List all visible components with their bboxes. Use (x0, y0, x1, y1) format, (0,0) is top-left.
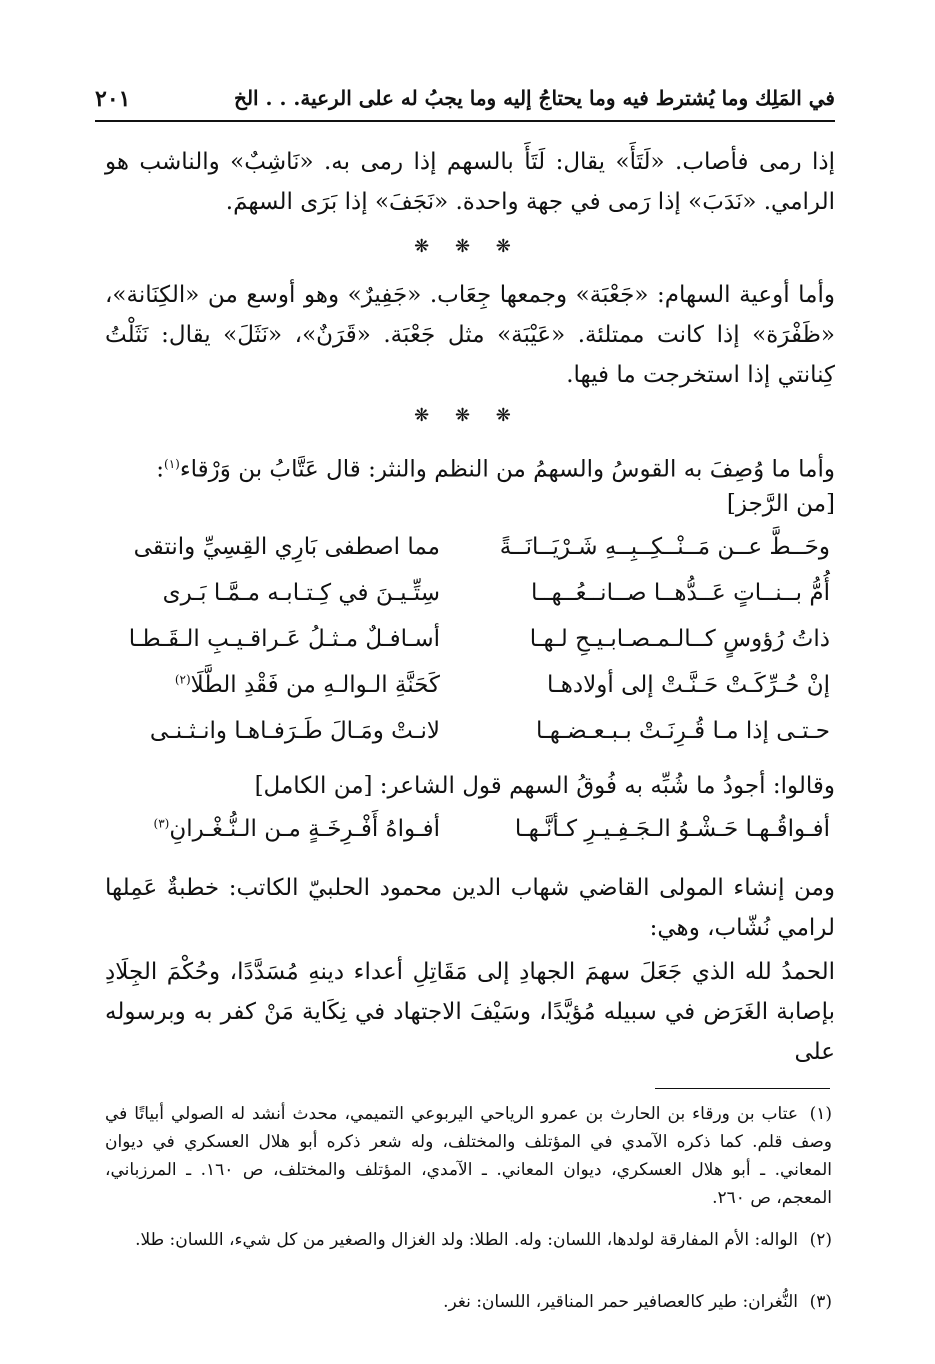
footnote-ref-2: (٢) (174, 672, 191, 687)
running-header (95, 80, 835, 122)
paragraph-arrow-simile: وقالوا: أجودُ ما شُبِّه به فُوقُ السهم قول الشاعر: [من الكامل] (254, 773, 835, 799)
footnote-number: (١) (809, 1104, 832, 1124)
verse-first-hemistich: وحَــطَّ عــن مَــنْــكِــبِــهِ شَـرْيَــانَــةً (499, 534, 830, 560)
verse-line (140, 718, 830, 758)
meter-label-rajaz: [من الرَّجز] (726, 491, 835, 517)
footnote-number: (٢) (809, 1230, 832, 1250)
verse-second-hemistich (175, 672, 440, 698)
intro-colon: : (156, 456, 165, 483)
footnote-3 (105, 1288, 832, 1316)
verse-line (140, 580, 830, 620)
verse-first-hemistich: أفـواقُـهـا حَـشْـوُ الـجَـفِـيـرِ كـأنَّـهـا (514, 816, 830, 842)
footnote-ref-3: (٣) (153, 816, 170, 831)
hemistich-text: أفـواهُ أَفْـرِخَـةٍ مـن الـنُّـغْـرانِ (169, 816, 440, 842)
verse-line (133, 534, 830, 574)
verse-first-hemistich: حـتـى إذا مـا قُـرِنَـتْ بـبـعـضـهـا (536, 718, 830, 744)
paragraph-bow-poetry-intro (105, 444, 835, 490)
footnote-divider (655, 1088, 830, 1089)
verse-second-hemistich: أسـافـلٌ مـثـلُ عَـراقـيـبِ الـقَـطـا (128, 626, 440, 652)
verse-line (140, 816, 830, 856)
footnote-text: الواله: الأم المفارقة لولدها، اللسان: وله. الطلا: ولد الغزال والصغير من كل شيء، اللسان: طلا. (135, 1230, 798, 1250)
footnote-text: النُّغران: طير كالعصافير حمر المناقير، اللسان: نغر. (443, 1292, 798, 1312)
section-separator: ❋ ❋ ❋ (414, 405, 521, 426)
hemistich-text: كَحَنَّةِ الـوالـهِ من فَقْدِ الطَّلَا (190, 672, 440, 698)
verse-second-hemistich (154, 816, 441, 842)
page-number: ٢٠١ (95, 86, 131, 112)
verse-first-hemistich: إنْ حُـرِّكَـتْ حَـنَّـتْ إلى أولادهـا (547, 672, 830, 698)
verse-second-hemistich: لانـتْ ومَـالَ طَـرَفـاهـا وانـثـنـى (149, 718, 440, 744)
paragraph-arrow-terms: إذا رمى فأصاب. «لَتَأَ» يقال: لَتَأَ بالسهم إذا رمى به. «نَاشِبٌ» والناشب هو الرامي. «نَدَبَ» إذا رَمى في جهة واحدة. «نَجَفَ» إذا بَرَى السهمَ. (105, 149, 835, 215)
footnote-1 (105, 1100, 832, 1212)
verse-first-hemistich: ذاتُ رُؤوسٍ كــالـمـصـابـيـحِ لـهـا (529, 626, 830, 652)
section-separator: ❋ ❋ ❋ (414, 236, 521, 257)
running-title: في المَلِك وما يُشترط فيه وما يحتاجُ إليه وما يجبُ له على الرعية. . . الخ (234, 86, 835, 110)
verse-line (128, 626, 830, 666)
footnote-text: عتاب بن ورقاء بن الحارث بن عمرو الرياحي اليربوعي التميمي، محدث أنشد له الصولي أبياتًا في وصف قلم. كما ذكره الآمدي في المؤتلف والمختلف، وله شعر ذكره أبو هلال العسكري في ديوان المعاني. ـ أبو هلال العسكري، ديوان المعاني. ـ الآمدي، المؤتلف والمختلف، ص ١٦٠. ـ المرزباني، المعجم، ص ٢٦٠. (105, 1104, 832, 1208)
paragraph-sermon-intro: ومن إنشاء المولى القاضي شهاب الدين محمود الحلبيّ الكاتب: خطبةٌ عَمِلها لرامي نُشّاب، وهي: (105, 875, 835, 941)
paragraph-quivers: وأما أوعية السهام: «جَعْبَة» وجمعها جِعَاب. «جَفِيرٌ» وهو أوسع من «الكِنَانة»، «ظَفْرَة» إذا كانت ممتلئة. «عَيْبَة» مثل جَعْبَة. «قَرَنٌ»، «نَثَلَ» يقال: نَثَلْتُ كِنانتي إذا استخرجت ما فيها. (105, 282, 835, 388)
verse-second-hemistich: مما اصطفى بَارِي القِسِيِّ وانتقى (133, 534, 440, 560)
footnote-2 (105, 1226, 832, 1254)
intro-text: وأما ما وُصِفَ به القوسُ والسهمُ من النظم والنثر: قال عَتَّابُ بن وَرْقاء (179, 456, 835, 483)
paragraph-sermon-text: الحمدُ لله الذي جَعَلَ سهمَ الجهادِ إلى مَقَاتِلِ أعداء دينهِ مُسَدَّدًا، وحُكْمَ الجِلَادِ بإصابة الغَرَض في سبيله مُؤيَّدًا، وسَيْفَ الاجتهاد في نِكَاية مَنْ كفر به وبرسوله على (105, 959, 835, 1065)
verse-second-hemistich: سِتِّـيـنَ في كِـتـابـه مـمَّـا بَـرى (162, 580, 440, 606)
verse-first-hemistich: أُمُّ بــنــاتٍ عَــدُّهــا صــانــعُــهــا (531, 580, 830, 606)
footnote-ref-1: (١) (164, 457, 180, 471)
footnote-number: (٣) (809, 1292, 832, 1312)
verse-line (140, 672, 830, 712)
